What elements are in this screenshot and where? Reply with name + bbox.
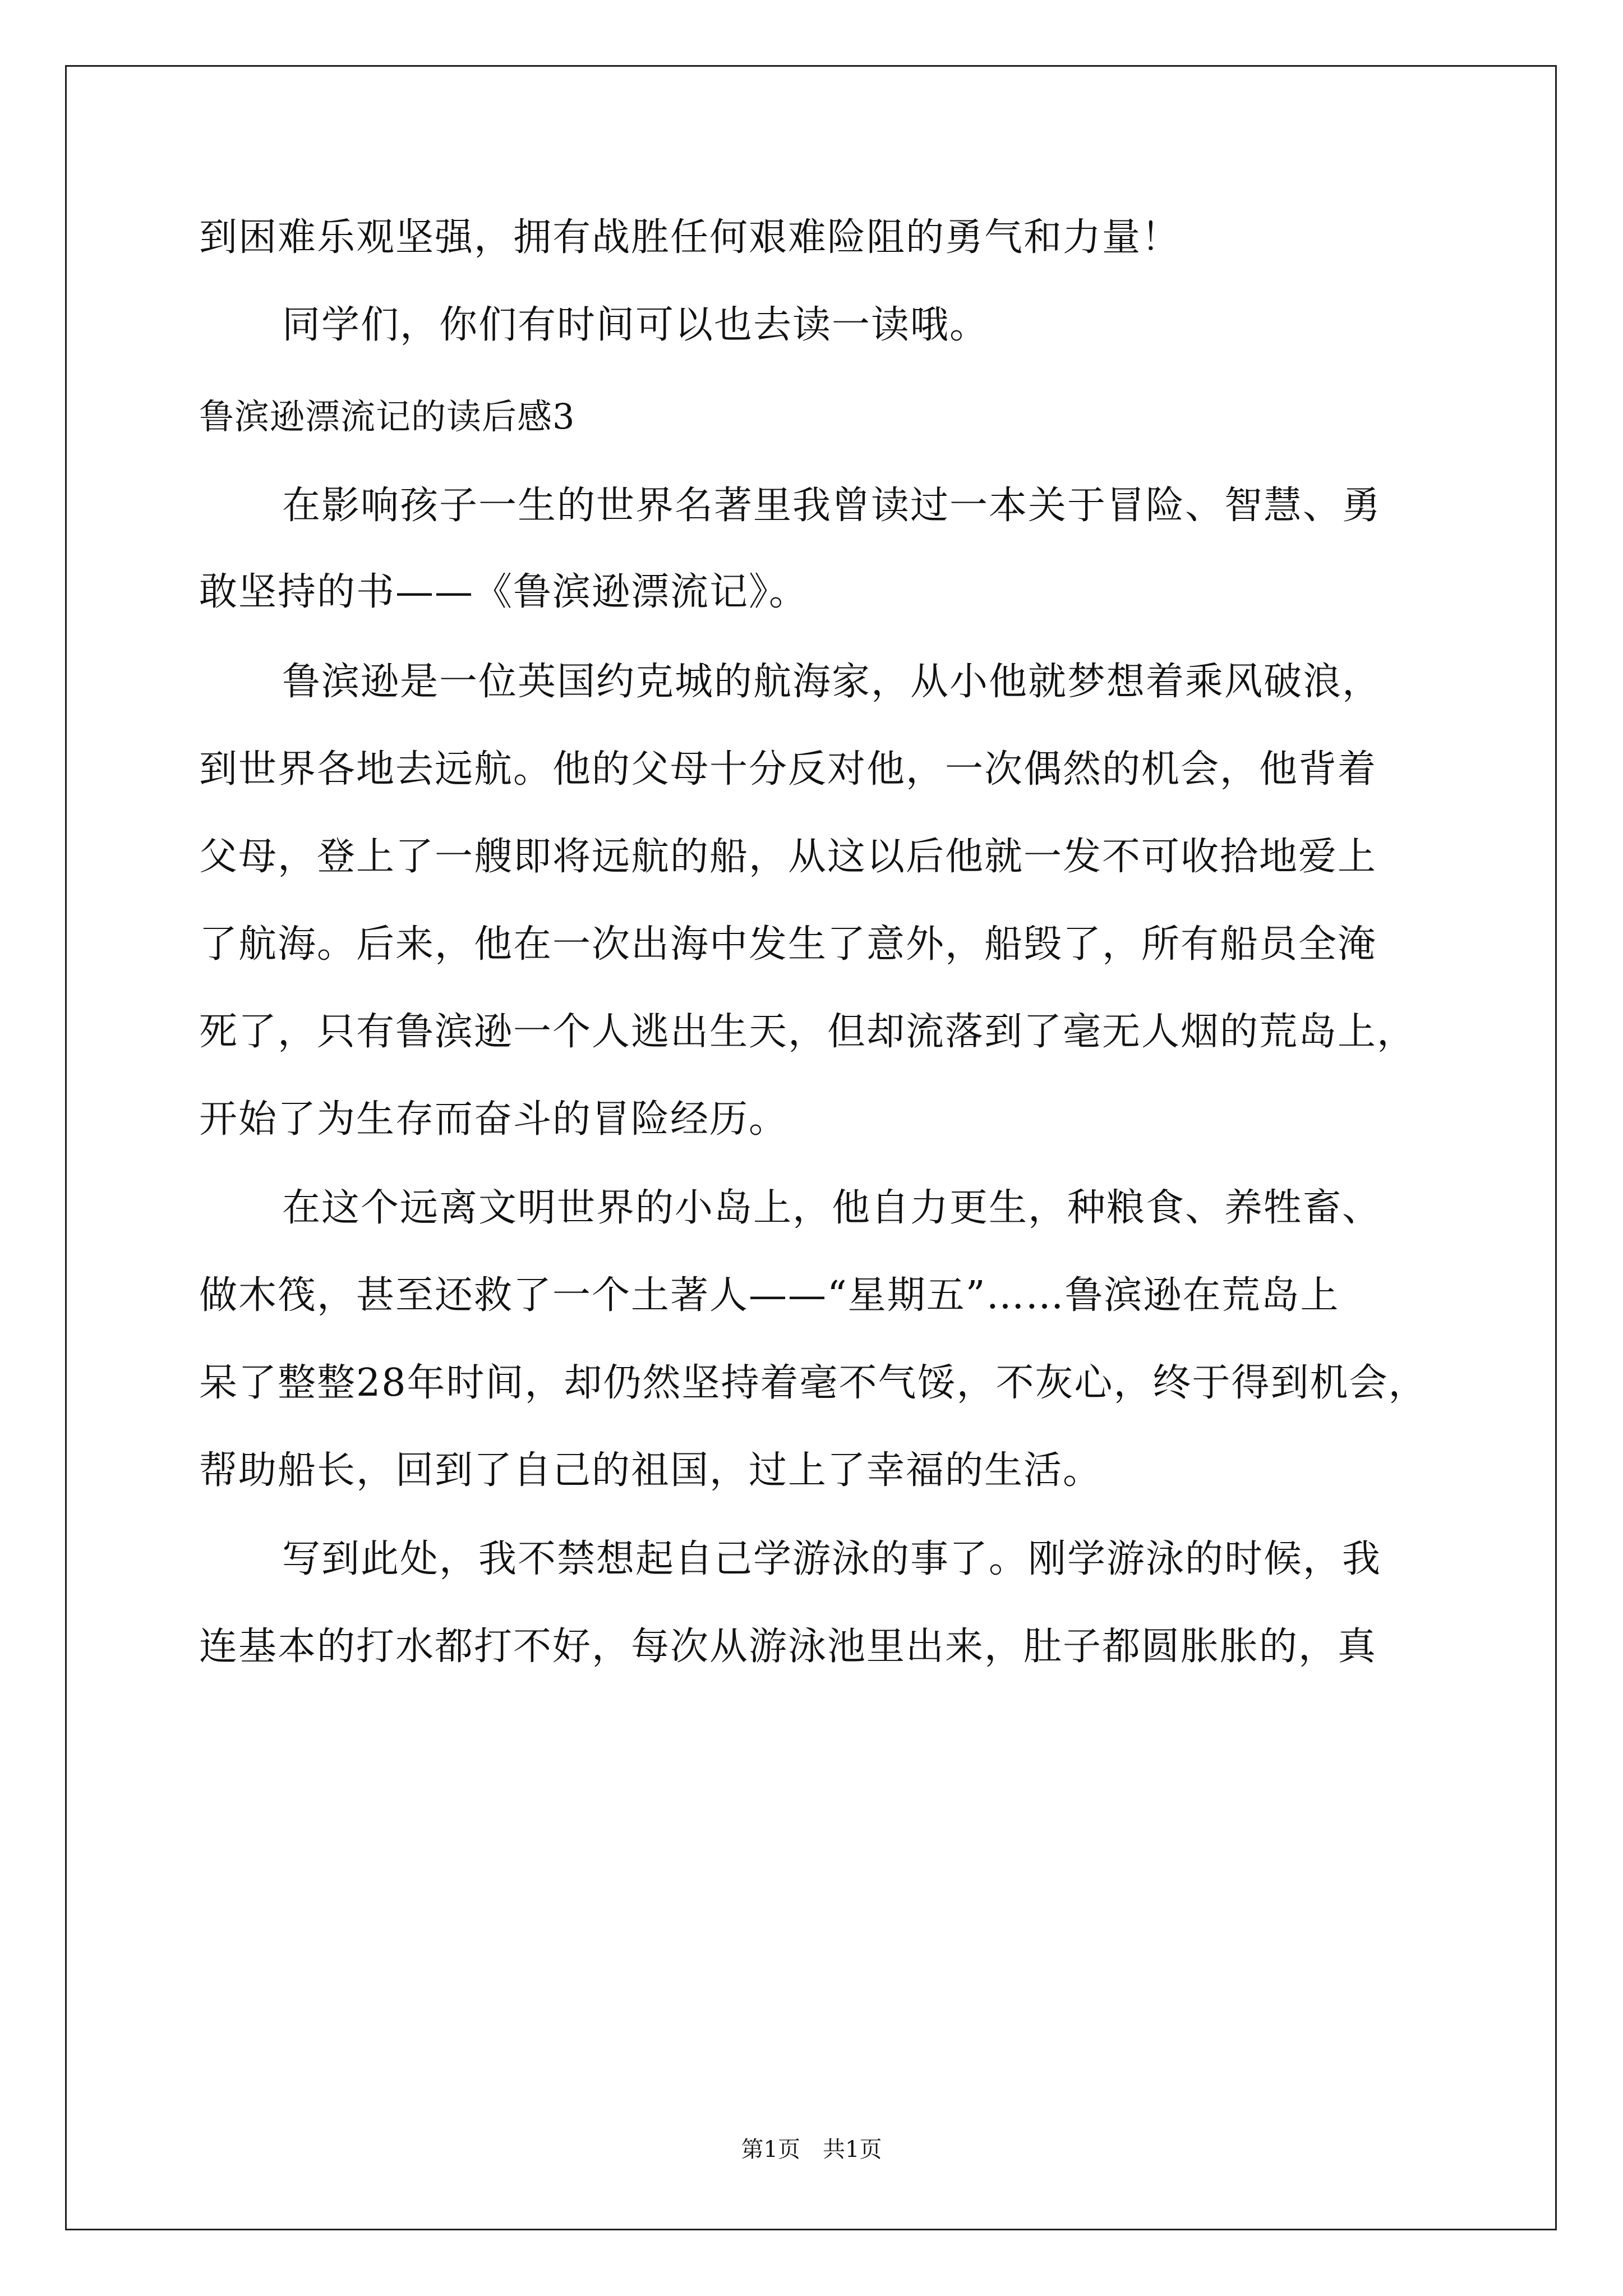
text-line: 连基本的打水都打不好，每次从游泳池里出来，肚子都圆胀胀的，真 (199, 1625, 1377, 1669)
text-line: 了航海。后来，他在一次出海中发生了意外，船毁了，所有船员全淹 (199, 922, 1377, 967)
text-line: 做木筏，甚至还救了一个土著人——“星期五”……鲁滨逊在荒岛上 (199, 1273, 1340, 1318)
text-line: 在影响孩子一生的世界名著里我曾读过一本关于冒险、智慧、勇 (282, 484, 1382, 528)
page-border (65, 65, 1557, 2230)
text-line: 敢坚持的书——《鲁滨逊漂流记》。 (199, 570, 809, 614)
text-line: 到世界各地去远航。他的父母十分反对他，一次偶然的机会，他背着 (199, 747, 1377, 792)
page-footer: 第1页 共1页 (741, 2137, 882, 2162)
text-line: 鲁滨逊是一位英国约克城的航海家，从小他就梦想着乘风破浪， (282, 660, 1382, 704)
text-line: 开始了为生存而奋斗的冒险经历。 (199, 1097, 789, 1142)
text-line: 同学们，你们有时间可以也去读一读哦。 (282, 303, 989, 347)
text-line: 死了，只有鲁滨逊一个人逃出生天，但却流落到了毫无人烟的荒岛上， (199, 1010, 1417, 1054)
text-line: 呆了整整28年时间，却仍然坚持着毫不气馁，不灰心，终于得到机会， (199, 1361, 1428, 1405)
text-line: 写到此处，我不禁想起自己学游泳的事了。刚学游泳的时候，我 (282, 1537, 1382, 1581)
text-line: 到困难乐观坚强，拥有战胜任何艰难险阻的勇气和力量！ (199, 215, 1181, 260)
text-line: 父母，登上了一艘即将远航的船，从这以后他就一发不可收拾地爱上 (199, 835, 1377, 879)
section-heading: 鲁滨逊漂流记的读后感3 (199, 396, 575, 437)
text-line: 在这个远离文明世界的小岛上，他自力更生，种粮食、养牲畜、 (282, 1186, 1382, 1230)
text-line: 帮助船长，回到了自己的祖国，过上了幸福的生活。 (199, 1448, 1103, 1493)
